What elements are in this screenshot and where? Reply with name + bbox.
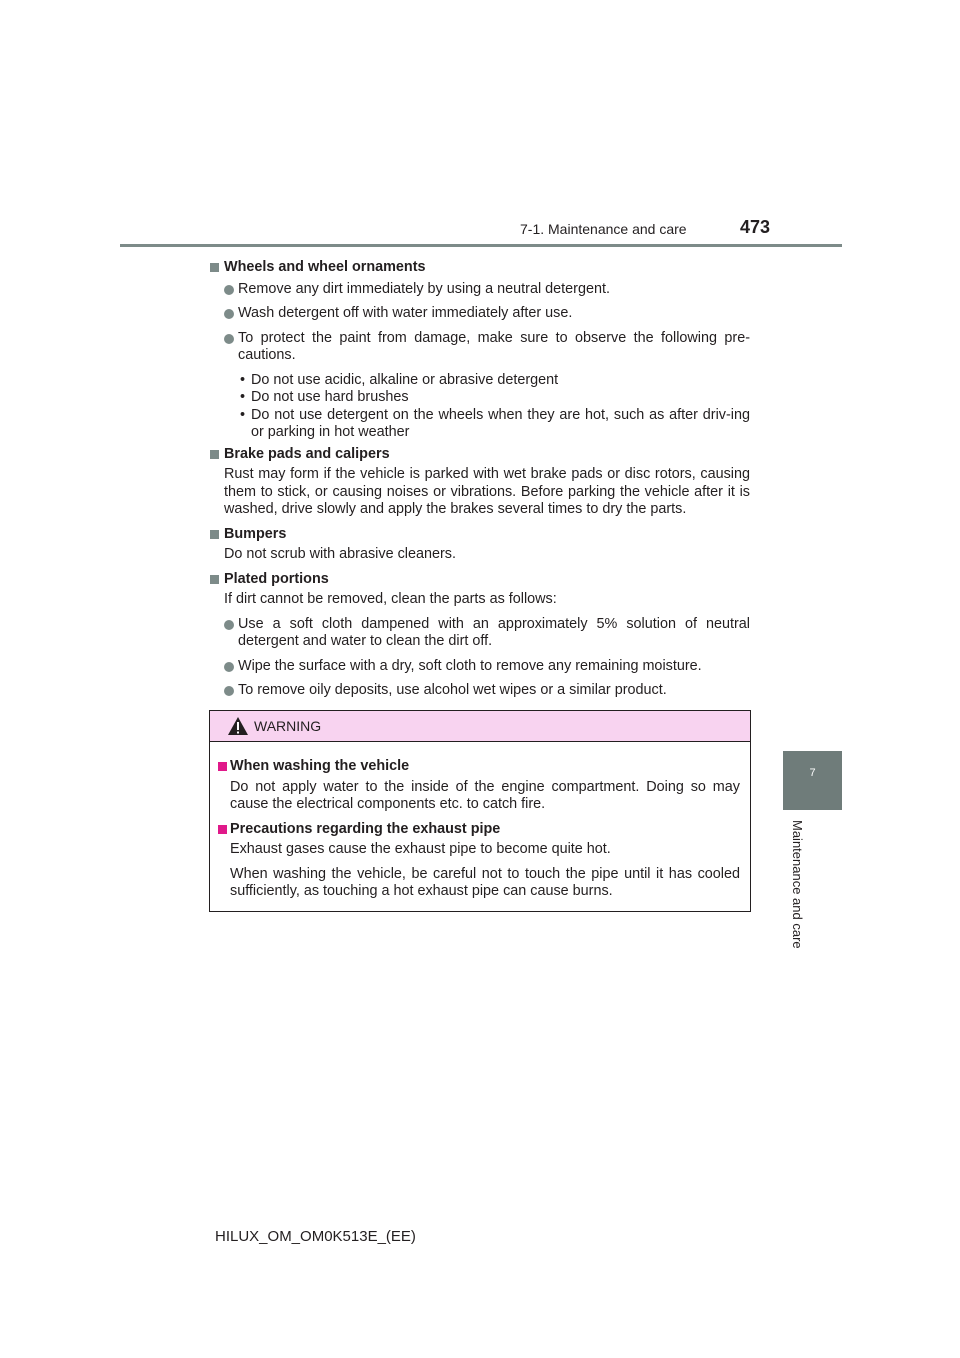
sub-list-item: • Do not use hard brushes [240,389,409,405]
heading-plated: Plated portions [208,571,750,589]
heading-wheels: Wheels and wheel ornaments [208,259,750,277]
round-bullet-icon [224,285,234,295]
heading-brake: Brake pads and calipers [208,446,750,464]
square-bullet-icon [210,450,219,459]
round-bullet-icon [224,686,234,696]
warning-paragraph: Do not apply water to the inside of the engine compartment. Doing so may cause the electrical components etc. to catch fire. [230,778,740,812]
square-bullet-icon [210,530,219,539]
sub-list-item: • Do not use detergent on the wheels when they are hot, such as after driv-ing or parking in hot weather [240,406,750,440]
square-bullet-icon [218,762,227,771]
header-section: 7-1. Maintenance and care [520,221,687,237]
list-item: To remove oily deposits, use alcohol wet wipes or a similar product. [208,682,750,700]
warning-triangle-icon [227,716,249,736]
footer-code: HILUX_OM_OM0K513E_(EE) [215,1228,416,1245]
list-item: Wash detergent off with water immediately after use. [208,305,750,323]
heading-bumpers: Bumpers [208,526,750,544]
list-item: Remove any dirt immediately by using a neutral detergent. [208,281,750,299]
page-number: 473 [740,217,771,237]
square-bullet-icon [210,575,219,584]
round-bullet-icon [224,662,234,672]
square-bullet-icon [218,825,227,834]
warning-body [210,742,750,901]
list-item: Wipe the surface with a dry, soft cloth to remove any remaining moisture. [208,658,750,676]
warning-heading: When washing the vehicle [218,758,740,776]
warning-paragraph: Exhaust gases cause the exhaust pipe to become quite hot. [230,841,611,857]
list-item: Use a soft cloth dampened with an approximately 5% solution of neutral detergent and water to clean the dirt off. [208,616,750,651]
paragraph: If dirt cannot be removed, clean the parts as follows: [224,591,557,607]
warning-paragraph: When washing the vehicle, be careful not to touch the pipe until it has cooled sufficiently, as touching a hot exhaust pipe can cause burns. [230,865,740,899]
round-bullet-icon [224,334,234,344]
sub-list-item: • Do not use acidic, alkaline or abrasive detergent [240,371,559,388]
square-bullet-icon [210,263,219,272]
warning-heading: Precautions regarding the exhaust pipe [218,821,740,839]
header-rule [120,244,842,247]
content [208,255,750,700]
round-bullet-icon [224,620,234,630]
warning-box [209,710,751,912]
list-item: To protect the paint from damage, make sure to observe the following pre-cautions. [208,330,750,365]
chapter-side-label: Maintenance and care [790,820,805,949]
chapter-tab: 7 [783,751,842,810]
warning-header [210,711,750,742]
paragraph: Do not scrub with abrasive cleaners. [224,546,456,562]
round-bullet-icon [224,309,234,319]
warning-title: WARNING [254,718,322,734]
paragraph: Rust may form if the vehicle is parked with wet brake pads or disc rotors, causing them to stick, or causing noises or vibrations. Before parking the vehicle after it is washed, drive slowly and apply the brakes several times to dry the parts. [224,466,750,517]
